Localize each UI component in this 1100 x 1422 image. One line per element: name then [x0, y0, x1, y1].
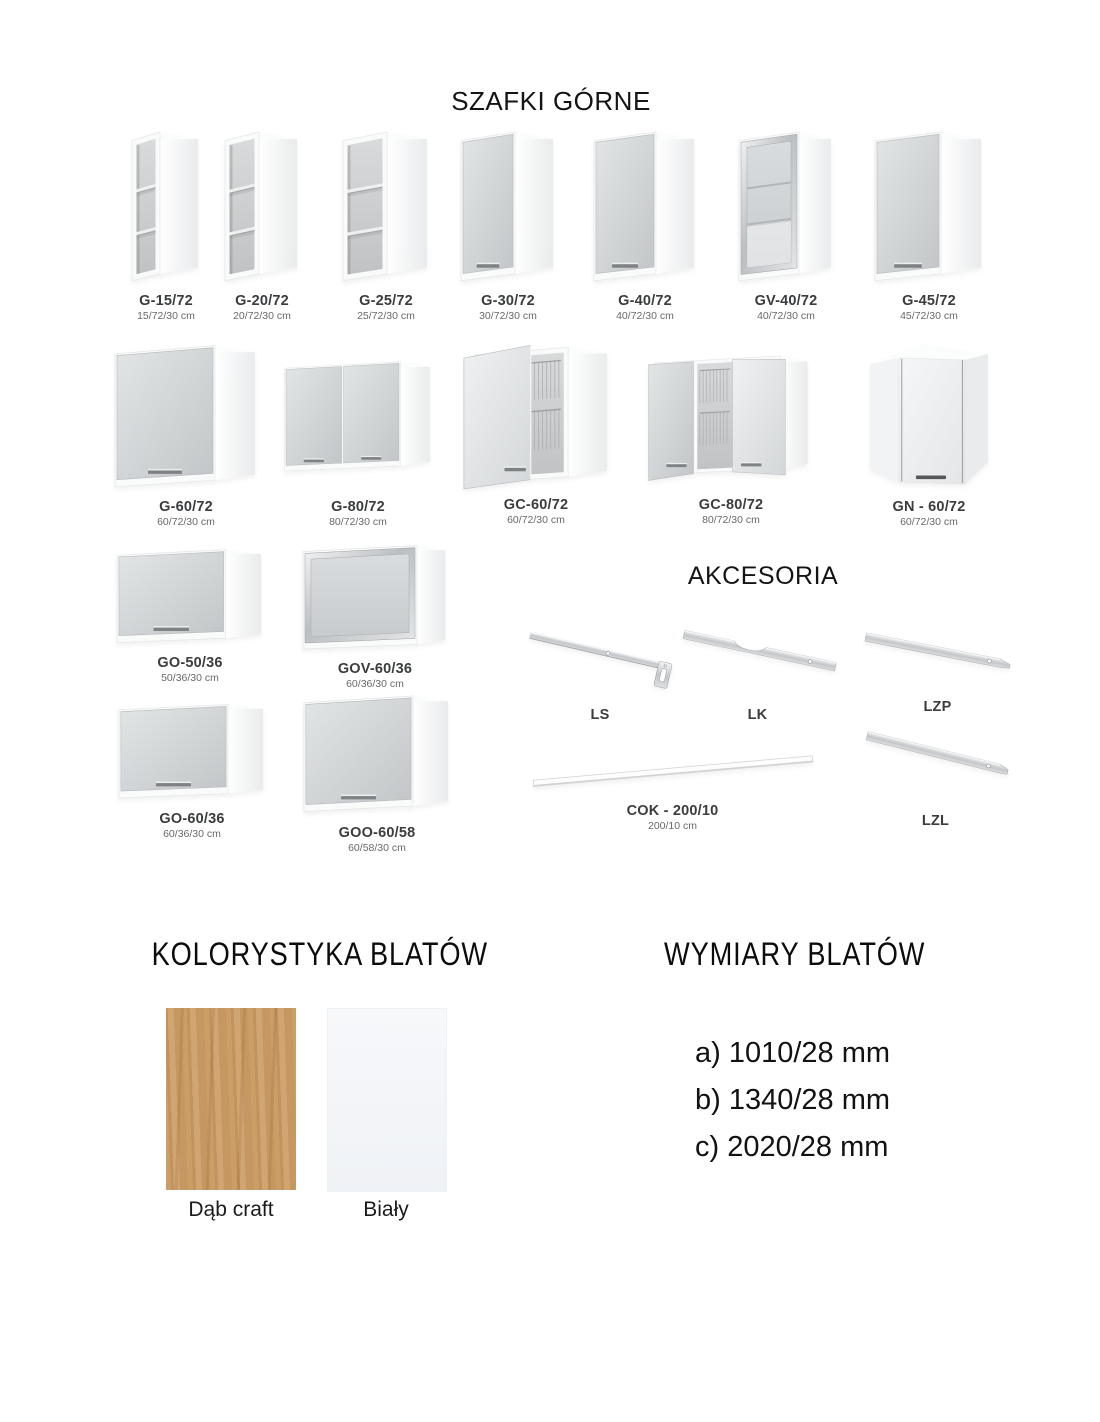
- cabinet-model: G-15/72: [139, 293, 193, 309]
- cabinet-card: [854, 338, 1004, 528]
- accessory-label: LK: [747, 707, 768, 723]
- cabinet-card: [867, 124, 991, 322]
- accessory-label: LZP: [923, 699, 952, 715]
- cabinet-image: [111, 338, 261, 496]
- cabinet-card: [202, 124, 322, 322]
- accessory-label: COK - 200/10: [626, 803, 719, 819]
- accessory-card: [525, 742, 820, 832]
- upper-cabinets-title: SZAFKI GÓRNE: [451, 86, 651, 116]
- cabinet-dims: 60/72/30 cm: [507, 514, 565, 526]
- worktop-colors-title-text: KOLORYSTYKA BLATÓW: [151, 936, 489, 972]
- cabinet-image: [302, 688, 452, 822]
- accessory-image: [675, 618, 840, 704]
- accessory-label: LS: [590, 707, 610, 723]
- cabinet-card: [300, 540, 450, 690]
- cabinet-dims: 20/72/30 cm: [233, 310, 291, 322]
- accessory-image: [525, 742, 820, 800]
- cabinet-image: [724, 124, 848, 290]
- accessory-image: [855, 620, 1020, 696]
- cabinet-image: [646, 338, 816, 494]
- cabinet-card: [283, 338, 433, 528]
- cabinet-model: GC-60/72: [503, 497, 569, 513]
- cabinet-dims: 80/72/30 cm: [329, 516, 387, 528]
- cabinet-card: [583, 124, 707, 322]
- cabinet-model: GN - 60/72: [892, 499, 966, 515]
- accessory-dims: 200/10 cm: [647, 820, 698, 832]
- worktop-color-swatch-bialy: [327, 1008, 447, 1192]
- cabinet-dims: 60/72/30 cm: [900, 516, 958, 528]
- cabinet-image: [283, 338, 433, 496]
- cabinet-image: [300, 540, 450, 658]
- accessories-title: AKCESORIA: [687, 562, 839, 590]
- cabinet-model: GO-60/36: [159, 811, 225, 827]
- accessory-card: [853, 730, 1018, 829]
- cabinet-dims: 40/72/30 cm: [616, 310, 674, 322]
- cabinet-model: GC-80/72: [698, 497, 764, 513]
- cabinet-image: [854, 338, 1004, 496]
- cabinet-image: [448, 124, 568, 290]
- accessory-label: LZL: [921, 813, 950, 829]
- cabinet-model: G-45/72: [902, 293, 956, 309]
- cabinet-model: G-80/72: [331, 499, 385, 515]
- worktop-dimension-line: c) 2020/28 mm: [695, 1131, 889, 1163]
- cabinet-model: G-20/72: [235, 293, 289, 309]
- cabinet-image: [461, 338, 611, 494]
- cabinet-image: [326, 124, 446, 290]
- cabinet-card: [326, 124, 446, 322]
- accessory-image: [853, 730, 1018, 810]
- cabinet-dims: 45/72/30 cm: [900, 310, 958, 322]
- accessory-card: [675, 618, 840, 723]
- accessory-card: [855, 620, 1020, 715]
- cabinet-dims: 15/72/30 cm: [137, 310, 195, 322]
- cabinet-image: [117, 698, 267, 808]
- cabinet-model: GO-50/36: [157, 655, 223, 671]
- cabinet-dims: 50/36/30 cm: [161, 672, 219, 684]
- cabinet-model: G-30/72: [481, 293, 535, 309]
- cabinet-card: [302, 688, 452, 854]
- cabinet-model: G-40/72: [618, 293, 672, 309]
- cabinet-model: G-60/72: [159, 499, 213, 515]
- cabinet-card: [448, 124, 568, 322]
- cabinet-dims: 25/72/30 cm: [357, 310, 415, 322]
- swatch-label-bialy: Biały: [363, 1198, 409, 1221]
- worktop-dimension-line: b) 1340/28 mm: [695, 1084, 891, 1116]
- worktop-dimension-line: a) 1010/28 mm: [695, 1037, 891, 1069]
- cabinet-dims: 40/72/30 cm: [757, 310, 815, 322]
- accessory-card: [520, 618, 680, 723]
- cabinet-image: [867, 124, 991, 290]
- worktop-colors-title: [98, 936, 542, 973]
- cabinet-model: GOO-60/58: [338, 825, 416, 841]
- cabinet-dims: 60/72/30 cm: [157, 516, 215, 528]
- cabinet-dims: 30/72/30 cm: [479, 310, 537, 322]
- cabinet-image: [202, 124, 322, 290]
- cabinet-card: [646, 338, 816, 526]
- cabinet-card: [115, 544, 265, 684]
- cabinet-dims: 60/36/30 cm: [346, 678, 404, 690]
- worktop-dimensions-title: [598, 936, 992, 973]
- cabinet-card: [111, 338, 261, 528]
- cabinet-model: GV-40/72: [754, 293, 818, 309]
- accessory-image: [520, 618, 680, 704]
- cabinet-card: [117, 698, 267, 840]
- worktop-dimensions-title-text: WYMIARY BLATÓW: [664, 936, 926, 972]
- worktop-dimensions-list: [695, 1030, 890, 1171]
- swatch-label-dab-craft: Dąb craft: [188, 1198, 274, 1221]
- worktop-color-swatch-dab-craft: [166, 1008, 296, 1190]
- cabinet-model: G-25/72: [359, 293, 413, 309]
- cabinet-card: [461, 338, 611, 526]
- cabinet-card: [724, 124, 848, 322]
- cabinet-image: [115, 544, 265, 652]
- cabinet-image: [583, 124, 707, 290]
- cabinet-model: GOV-60/36: [337, 661, 413, 677]
- cabinet-dims: 80/72/30 cm: [702, 514, 760, 526]
- cabinet-dims: 60/58/30 cm: [348, 842, 406, 854]
- cabinet-dims: 60/36/30 cm: [163, 828, 221, 840]
